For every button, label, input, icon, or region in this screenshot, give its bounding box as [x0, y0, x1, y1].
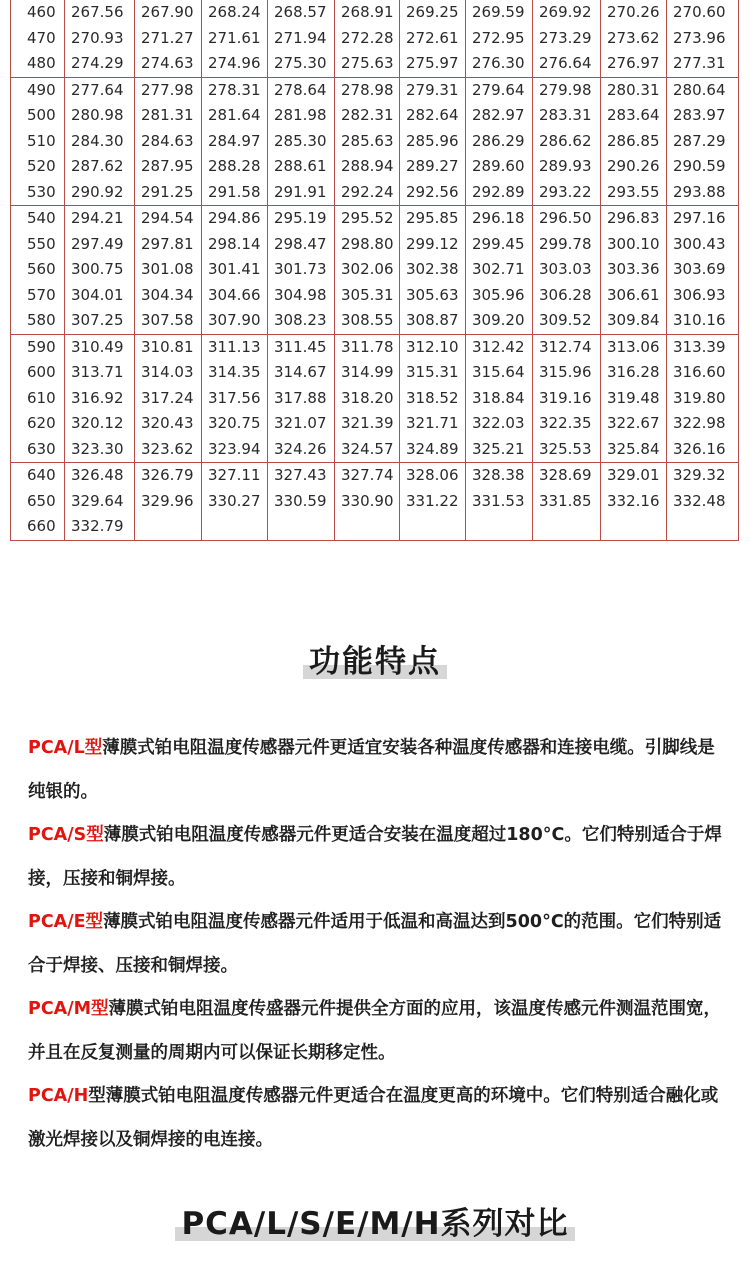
resistance-cell: 303.69: [667, 257, 739, 283]
resistance-cell: 298.14: [202, 232, 268, 258]
resistance-cell: 315.64: [466, 360, 533, 386]
resistance-cell: [202, 514, 268, 541]
resistance-cell: 306.61: [601, 283, 667, 309]
resistance-cell: 305.63: [400, 283, 466, 309]
temperature-cell: 540: [11, 206, 65, 232]
resistance-cell: 303.36: [601, 257, 667, 283]
resistance-cell: 271.61: [202, 26, 268, 52]
resistance-cell: 304.66: [202, 283, 268, 309]
resistance-cell: 270.60: [667, 0, 739, 26]
resistance-cell: 326.48: [65, 463, 135, 489]
resistance-cell: [268, 514, 335, 541]
table-row: [11, 180, 739, 206]
resistance-cell: 297.16: [667, 206, 739, 232]
resistance-cell: 307.90: [202, 308, 268, 334]
feature-text: 型薄膜式铂电阻温度传感器元件更适合在温度更高的环境中。它们特别适合融化或激光焊接以及铜焊接的电连接。: [28, 1086, 719, 1150]
resistance-cell: 321.39: [335, 411, 400, 437]
temperature-cell: 580: [11, 308, 65, 334]
resistance-cell: 326.16: [667, 437, 739, 463]
resistance-cell: 284.63: [135, 129, 202, 155]
temperature-cell: 610: [11, 386, 65, 412]
resistance-cell: 325.53: [533, 437, 601, 463]
resistance-cell: 301.73: [268, 257, 335, 283]
resistance-cell: 297.81: [135, 232, 202, 258]
resistance-cell: 292.56: [400, 180, 466, 206]
feature-item: [28, 727, 728, 814]
resistance-cell: 309.84: [601, 308, 667, 334]
resistance-cell: 293.22: [533, 180, 601, 206]
feature-model: PCA/M型: [28, 999, 109, 1019]
resistance-cell: 268.91: [335, 0, 400, 26]
table-row: [11, 26, 739, 52]
resistance-cell: 313.06: [601, 334, 667, 360]
resistance-cell: 282.97: [466, 103, 533, 129]
table-row: [11, 437, 739, 463]
resistance-cell: 294.86: [202, 206, 268, 232]
resistance-cell: 327.74: [335, 463, 400, 489]
resistance-cell: 283.64: [601, 103, 667, 129]
resistance-cell: 309.52: [533, 308, 601, 334]
resistance-cell: 276.64: [533, 51, 601, 77]
table-row: [11, 283, 739, 309]
resistance-cell: 329.96: [135, 489, 202, 515]
temperature-cell: 640: [11, 463, 65, 489]
resistance-cell: 277.64: [65, 77, 135, 103]
resistance-cell: 301.41: [202, 257, 268, 283]
resistance-cell: 275.63: [335, 51, 400, 77]
resistance-cell: 302.71: [466, 257, 533, 283]
resistance-cell: 314.99: [335, 360, 400, 386]
resistance-cell: [667, 514, 739, 541]
resistance-cell: [400, 514, 466, 541]
resistance-table-wrap: [10, 0, 738, 541]
table-row: [11, 51, 739, 77]
resistance-cell: 309.20: [466, 308, 533, 334]
resistance-cell: 302.06: [335, 257, 400, 283]
resistance-cell: 317.56: [202, 386, 268, 412]
resistance-cell: 288.61: [268, 154, 335, 180]
resistance-cell: 285.30: [268, 129, 335, 155]
table-row: [11, 103, 739, 129]
temperature-cell: 630: [11, 437, 65, 463]
resistance-cell: 300.75: [65, 257, 135, 283]
resistance-cell: 318.52: [400, 386, 466, 412]
resistance-cell: 278.64: [268, 77, 335, 103]
resistance-cell: 282.64: [400, 103, 466, 129]
resistance-cell: 293.55: [601, 180, 667, 206]
temperature-cell: 650: [11, 489, 65, 515]
resistance-cell: 315.96: [533, 360, 601, 386]
temperature-cell: 480: [11, 51, 65, 77]
feature-item: [28, 988, 728, 1075]
resistance-cell: 322.03: [466, 411, 533, 437]
resistance-cell: 311.13: [202, 334, 268, 360]
resistance-cell: 331.53: [466, 489, 533, 515]
resistance-cell: 312.10: [400, 334, 466, 360]
resistance-cell: 287.95: [135, 154, 202, 180]
resistance-cell: 324.26: [268, 437, 335, 463]
temperature-cell: 600: [11, 360, 65, 386]
table-row: [11, 411, 739, 437]
table-row: [11, 308, 739, 334]
resistance-cell: [466, 514, 533, 541]
features-list: [28, 727, 728, 1162]
resistance-cell: 289.60: [466, 154, 533, 180]
resistance-cell: 274.63: [135, 51, 202, 77]
resistance-cell: 292.24: [335, 180, 400, 206]
resistance-cell: 277.98: [135, 77, 202, 103]
resistance-cell: 314.35: [202, 360, 268, 386]
resistance-cell: 330.59: [268, 489, 335, 515]
resistance-cell: 295.19: [268, 206, 335, 232]
feature-text: 薄膜式铂电阻温度传感器元件更适宜安装各种温度传感器和连接电缆。引脚线是纯银的。: [28, 738, 715, 802]
resistance-cell: 328.06: [400, 463, 466, 489]
resistance-cell: 316.92: [65, 386, 135, 412]
resistance-cell: 313.71: [65, 360, 135, 386]
resistance-cell: 328.69: [533, 463, 601, 489]
table-row: [11, 489, 739, 515]
resistance-cell: 268.24: [202, 0, 268, 26]
temperature-cell: 570: [11, 283, 65, 309]
resistance-cell: 295.52: [335, 206, 400, 232]
table-row: [11, 154, 739, 180]
resistance-cell: 308.87: [400, 308, 466, 334]
table-row: [11, 257, 739, 283]
resistance-cell: 325.84: [601, 437, 667, 463]
resistance-cell: 306.28: [533, 283, 601, 309]
resistance-cell: 281.98: [268, 103, 335, 129]
resistance-cell: 316.28: [601, 360, 667, 386]
resistance-cell: 305.96: [466, 283, 533, 309]
resistance-cell: 284.97: [202, 129, 268, 155]
table-body: [11, 0, 739, 541]
resistance-cell: 302.38: [400, 257, 466, 283]
resistance-cell: 285.63: [335, 129, 400, 155]
resistance-cell: 290.26: [601, 154, 667, 180]
resistance-cell: 272.95: [466, 26, 533, 52]
resistance-cell: 322.67: [601, 411, 667, 437]
temperature-cell: 620: [11, 411, 65, 437]
resistance-cell: 269.59: [466, 0, 533, 26]
feature-item: [28, 901, 728, 988]
resistance-cell: 319.48: [601, 386, 667, 412]
resistance-cell: 315.31: [400, 360, 466, 386]
table-row: [11, 334, 739, 360]
resistance-cell: 332.79: [65, 514, 135, 541]
resistance-cell: 270.26: [601, 0, 667, 26]
resistance-cell: 331.22: [400, 489, 466, 515]
resistance-cell: 321.07: [268, 411, 335, 437]
resistance-cell: [601, 514, 667, 541]
resistance-cell: 272.28: [335, 26, 400, 52]
resistance-cell: 311.45: [268, 334, 335, 360]
temperature-cell: 470: [11, 26, 65, 52]
resistance-cell: 286.85: [601, 129, 667, 155]
resistance-cell: 316.60: [667, 360, 739, 386]
resistance-cell: 274.96: [202, 51, 268, 77]
resistance-cell: 304.01: [65, 283, 135, 309]
resistance-cell: 290.92: [65, 180, 135, 206]
table-row: [11, 360, 739, 386]
resistance-cell: 298.80: [335, 232, 400, 258]
table-row: [11, 514, 739, 541]
resistance-cell: 268.57: [268, 0, 335, 26]
resistance-cell: 304.34: [135, 283, 202, 309]
temperature-cell: 500: [11, 103, 65, 129]
resistance-cell: 332.16: [601, 489, 667, 515]
feature-model: PCA/L型: [28, 738, 103, 758]
resistance-cell: 281.31: [135, 103, 202, 129]
resistance-cell: 288.94: [335, 154, 400, 180]
resistance-cell: [533, 514, 601, 541]
resistance-cell: 275.97: [400, 51, 466, 77]
resistance-cell: 322.98: [667, 411, 739, 437]
resistance-cell: 283.31: [533, 103, 601, 129]
resistance-cell: [335, 514, 400, 541]
resistance-cell: 327.43: [268, 463, 335, 489]
resistance-cell: 294.21: [65, 206, 135, 232]
resistance-cell: 279.64: [466, 77, 533, 103]
resistance-cell: 267.90: [135, 0, 202, 26]
resistance-cell: 282.31: [335, 103, 400, 129]
resistance-cell: 287.62: [65, 154, 135, 180]
resistance-cell: 330.90: [335, 489, 400, 515]
resistance-cell: 275.30: [268, 51, 335, 77]
resistance-cell: 279.31: [400, 77, 466, 103]
feature-text: 薄膜式铂电阻温度传感器元件适用于低温和高温达到500°C的范围。它们特别适合于焊接、压接和铜焊接。: [28, 912, 722, 976]
resistance-cell: 324.57: [335, 437, 400, 463]
feature-model: PCA/H: [28, 1086, 89, 1106]
feature-item: [28, 1075, 728, 1162]
resistance-cell: 291.91: [268, 180, 335, 206]
resistance-cell: 272.61: [400, 26, 466, 52]
resistance-cell: 314.03: [135, 360, 202, 386]
resistance-cell: 299.78: [533, 232, 601, 258]
resistance-cell: 289.93: [533, 154, 601, 180]
resistance-cell: 314.67: [268, 360, 335, 386]
resistance-cell: 329.64: [65, 489, 135, 515]
temperature-cell: 530: [11, 180, 65, 206]
resistance-cell: 332.48: [667, 489, 739, 515]
resistance-cell: 289.27: [400, 154, 466, 180]
resistance-cell: 280.98: [65, 103, 135, 129]
resistance-cell: 292.89: [466, 180, 533, 206]
resistance-cell: 320.43: [135, 411, 202, 437]
resistance-cell: 296.18: [466, 206, 533, 232]
features-title: [0, 636, 750, 681]
table-row: [11, 386, 739, 412]
resistance-cell: 294.54: [135, 206, 202, 232]
resistance-cell: 318.20: [335, 386, 400, 412]
resistance-cell: 287.29: [667, 129, 739, 155]
table-row: [11, 206, 739, 232]
resistance-cell: 307.25: [65, 308, 135, 334]
resistance-cell: 310.16: [667, 308, 739, 334]
resistance-cell: 295.85: [400, 206, 466, 232]
resistance-cell: 321.71: [400, 411, 466, 437]
resistance-cell: 306.93: [667, 283, 739, 309]
resistance-cell: 278.98: [335, 77, 400, 103]
resistance-cell: 310.81: [135, 334, 202, 360]
resistance-cell: 310.49: [65, 334, 135, 360]
resistance-cell: 311.78: [335, 334, 400, 360]
resistance-cell: 303.03: [533, 257, 601, 283]
resistance-cell: 288.28: [202, 154, 268, 180]
resistance-cell: 296.50: [533, 206, 601, 232]
resistance-cell: 271.27: [135, 26, 202, 52]
resistance-cell: 308.55: [335, 308, 400, 334]
resistance-cell: 286.29: [466, 129, 533, 155]
resistance-cell: 318.84: [466, 386, 533, 412]
resistance-cell: 329.32: [667, 463, 739, 489]
resistance-cell: 273.96: [667, 26, 739, 52]
resistance-cell: 329.01: [601, 463, 667, 489]
resistance-cell: [135, 514, 202, 541]
resistance-cell: 301.08: [135, 257, 202, 283]
resistance-cell: 297.49: [65, 232, 135, 258]
resistance-cell: 270.93: [65, 26, 135, 52]
resistance-cell: 274.29: [65, 51, 135, 77]
resistance-cell: 319.80: [667, 386, 739, 412]
resistance-cell: 322.35: [533, 411, 601, 437]
resistance-cell: 328.38: [466, 463, 533, 489]
temperature-cell: 490: [11, 77, 65, 103]
temperature-cell: 590: [11, 334, 65, 360]
temperature-cell: 660: [11, 514, 65, 541]
resistance-cell: 276.97: [601, 51, 667, 77]
resistance-cell: 293.88: [667, 180, 739, 206]
resistance-cell: 325.21: [466, 437, 533, 463]
resistance-cell: 323.94: [202, 437, 268, 463]
compare-title-text: PCA/L/S/E/M/H系列对比: [175, 1198, 574, 1243]
table-row: [11, 463, 739, 489]
compare-title: [0, 1198, 750, 1243]
resistance-cell: 299.45: [466, 232, 533, 258]
resistance-cell: 312.74: [533, 334, 601, 360]
resistance-cell: 280.64: [667, 77, 739, 103]
feature-model: PCA/S型: [28, 825, 104, 845]
resistance-cell: 285.96: [400, 129, 466, 155]
resistance-cell: 324.89: [400, 437, 466, 463]
table-row: [11, 129, 739, 155]
resistance-cell: 331.85: [533, 489, 601, 515]
resistance-cell: 326.79: [135, 463, 202, 489]
resistance-cell: 291.25: [135, 180, 202, 206]
resistance-cell: 269.92: [533, 0, 601, 26]
resistance-cell: 276.30: [466, 51, 533, 77]
temperature-cell: 560: [11, 257, 65, 283]
resistance-cell: 317.88: [268, 386, 335, 412]
resistance-cell: 305.31: [335, 283, 400, 309]
table-row: [11, 232, 739, 258]
resistance-cell: 327.11: [202, 463, 268, 489]
resistance-cell: 278.31: [202, 77, 268, 103]
resistance-cell: 281.64: [202, 103, 268, 129]
table-row: [11, 77, 739, 103]
feature-model: PCA/E型: [28, 912, 104, 932]
resistance-cell: 304.98: [268, 283, 335, 309]
resistance-cell: 296.83: [601, 206, 667, 232]
resistance-cell: 300.43: [667, 232, 739, 258]
features-title-text: 功能特点: [303, 636, 447, 681]
resistance-cell: 286.62: [533, 129, 601, 155]
resistance-cell: 300.10: [601, 232, 667, 258]
resistance-table: [10, 0, 739, 541]
resistance-cell: 319.16: [533, 386, 601, 412]
resistance-cell: 283.97: [667, 103, 739, 129]
feature-text: 薄膜式铂电阻温度传盛器元件提供全方面的应用，该温度传感元件测温范围宽，并且在反复测量的周期内可以保证长期移定性。: [28, 999, 722, 1063]
resistance-cell: 273.29: [533, 26, 601, 52]
feature-item: [28, 814, 728, 901]
resistance-cell: 267.56: [65, 0, 135, 26]
resistance-cell: 271.94: [268, 26, 335, 52]
resistance-cell: 291.58: [202, 180, 268, 206]
resistance-cell: 330.27: [202, 489, 268, 515]
resistance-cell: 273.62: [601, 26, 667, 52]
resistance-cell: 280.31: [601, 77, 667, 103]
temperature-cell: 550: [11, 232, 65, 258]
resistance-cell: 320.75: [202, 411, 268, 437]
resistance-cell: 284.30: [65, 129, 135, 155]
resistance-cell: 279.98: [533, 77, 601, 103]
resistance-cell: 320.12: [65, 411, 135, 437]
resistance-cell: 323.30: [65, 437, 135, 463]
temperature-cell: 510: [11, 129, 65, 155]
temperature-cell: 460: [11, 0, 65, 26]
table-row: [11, 0, 739, 26]
resistance-cell: 308.23: [268, 308, 335, 334]
resistance-cell: 312.42: [466, 334, 533, 360]
temperature-cell: 520: [11, 154, 65, 180]
resistance-cell: 323.62: [135, 437, 202, 463]
resistance-cell: 313.39: [667, 334, 739, 360]
resistance-cell: 290.59: [667, 154, 739, 180]
resistance-cell: 269.25: [400, 0, 466, 26]
resistance-cell: 277.31: [667, 51, 739, 77]
feature-text: 薄膜式铂电阻温度传感器元件更适合安装在温度超过180°C。它们特别适合于焊接，压接和铜焊接。: [28, 825, 722, 889]
resistance-cell: 299.12: [400, 232, 466, 258]
resistance-cell: 317.24: [135, 386, 202, 412]
resistance-cell: 307.58: [135, 308, 202, 334]
resistance-cell: 298.47: [268, 232, 335, 258]
